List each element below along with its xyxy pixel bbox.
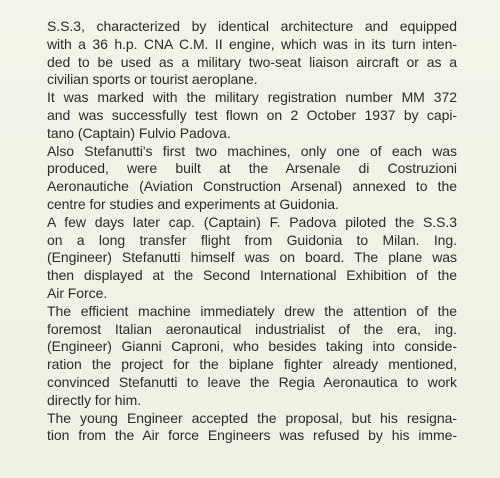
text-line: A few days later cap. (Captain) F. Padova piloted the S.S.3 [47,213,457,230]
text-line: centre for studies and experiments at Guidonia. [47,195,339,212]
body-text [47,18,457,445]
text-line: civilian sports or tourist aeroplane. [47,71,258,88]
text-line: then displayed at the Second International Exhibition of the [47,267,457,284]
text-line: S.S.3, characterized by identical architecture and equipped [47,18,457,34]
text-line: foremost Italian aeronautical industrialist of the era, ing. [47,320,457,337]
text-line: Aeronautiche (Aviation Construction Arsenal) annexed to the [47,178,457,195]
text-line: tion from the Air force Engineers was refused by his imme- [47,427,457,444]
text-line: ration the project for the biplane fighter already mentioned, [47,356,457,373]
text-line: and was successfully test flown on 2 October 1937 by capi- [47,106,457,123]
text-line: (Engineer) Gianni Caproni, who besides taking into conside- [47,338,457,355]
text-line: with a 36 h.p. CNA C.M. II engine, which was in its turn inten- [47,35,457,52]
text-line: (Engineer) Stefanutti himself was on board. The plane was [47,249,457,266]
text-line: The efficient machine immediately drew the attention of the [47,302,457,319]
text-line: ded to be used as a military two-seat liaison aircraft or as a [47,53,457,70]
text-line: It was marked with the military registration number MM 372 [47,89,457,106]
text-line: directly for him. [47,391,142,408]
text-line: produced, were built at the Arsenale di Costruzioni [47,160,457,177]
text-line: The young Engineer accepted the proposal, but his resigna- [47,409,457,426]
text-line: convinced Stefanutti to leave the Regia Aeronautica to work [47,373,457,390]
text-line: Air Force. [47,284,108,301]
text-line: Also Stefanutti's first two machines, only one of each was [47,142,457,159]
text-line: tano (Captain) Fulvio Padova. [47,124,231,141]
text-line: on a long transfer flight from Guidonia to Milan. Ing. [47,231,457,248]
